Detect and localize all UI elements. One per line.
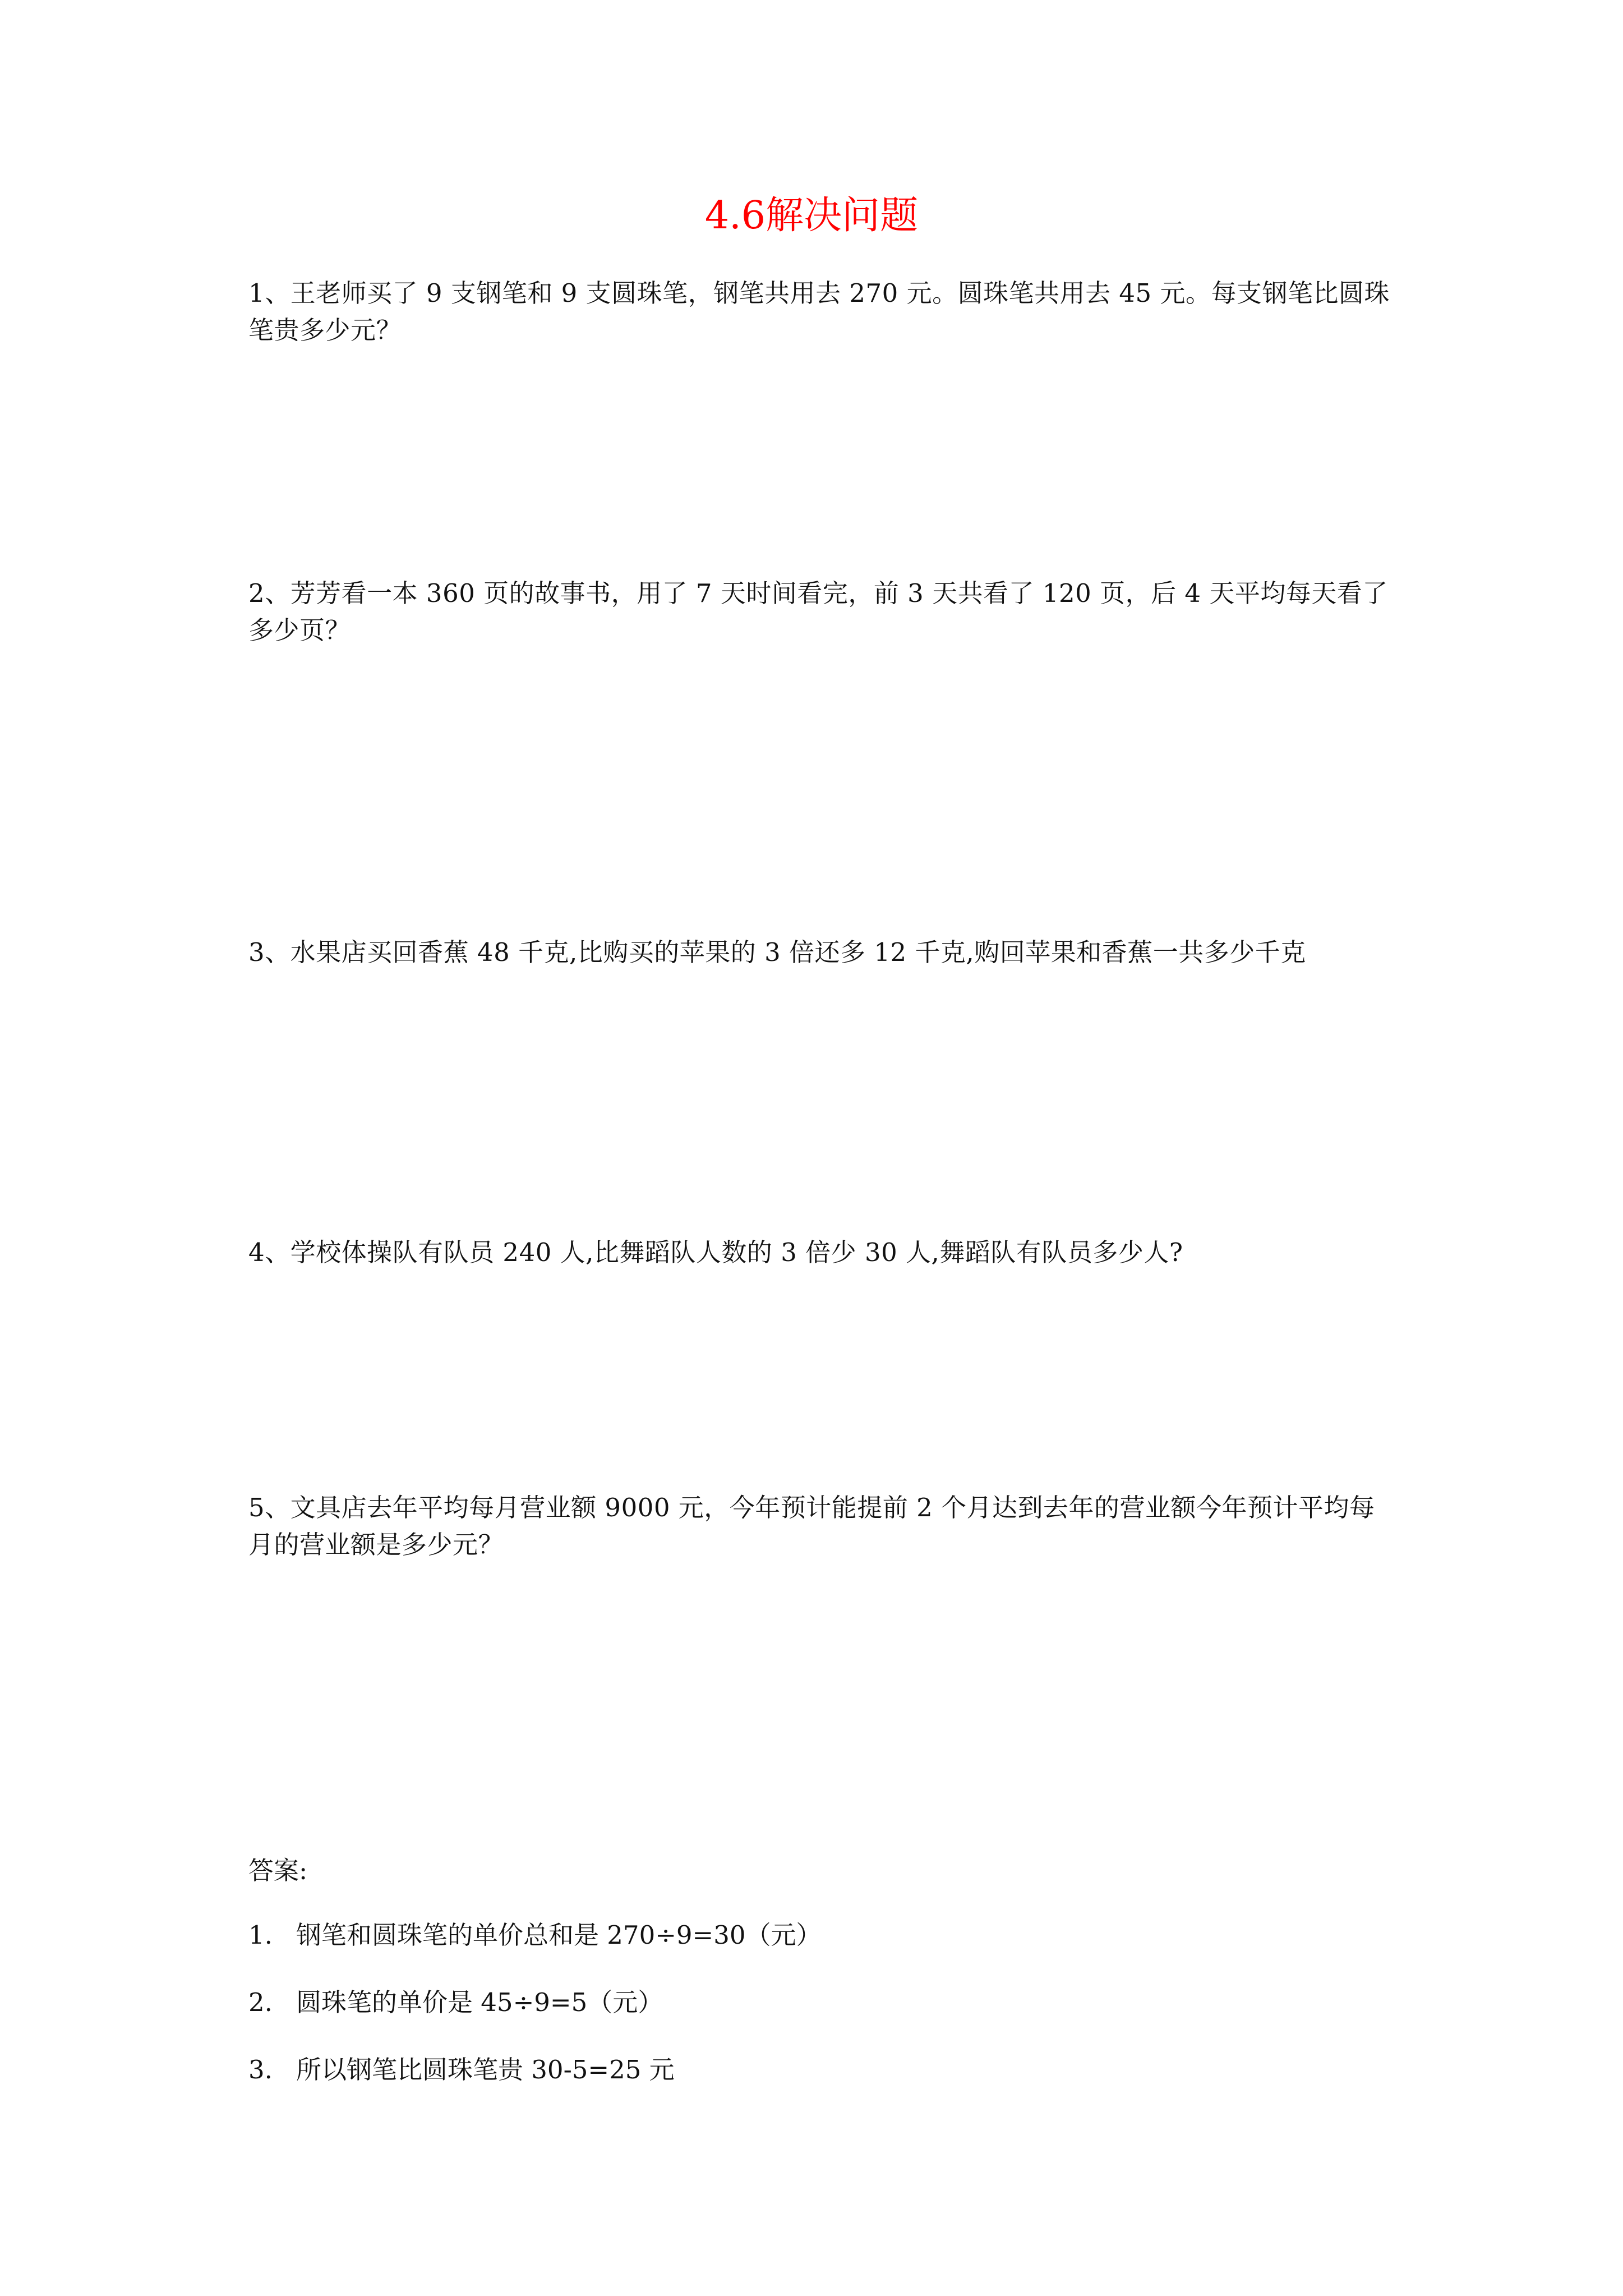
answer-line-1 — [248, 1918, 822, 1952]
answer-text: 圆珠笔的单价是 45÷9=5（元） — [296, 1987, 663, 2017]
question-1: 1、王老师买了 9 支钢笔和 9 支圆珠笔，钢笔共用去 270 元。圆珠笔共用去 45 元。每支钢笔比圆珠笔贵多少元？ — [248, 278, 1390, 345]
question-5: 5、文具店去年平均每月营业额 9000 元，今年预计能提前 2 个月达到去年的营业额今年预计平均每月的营业额是多少元？ — [248, 1493, 1375, 1559]
answer-line-2 — [248, 1986, 663, 2019]
answer-text: 钢笔和圆珠笔的单价总和是 270÷9=30（元） — [296, 1920, 822, 1950]
question-3: 3、水果店买回香蕉 48 千克,比购买的苹果的 3 倍还多 12 千克,购回苹果和香蕉一共多少千克 — [248, 937, 1306, 967]
answer-number: 2. — [248, 1987, 273, 2017]
answer-number: 1. — [248, 1920, 273, 1950]
answer-heading: 答案: — [248, 1856, 308, 1885]
question-2: 2、芳芳看一本 360 页的故事书，用了 7 天时间看完，前 3 天共看了 120 页，后 4 天平均每天看了多少页？ — [248, 578, 1388, 645]
question-4: 4、学校体操队有队员 240 人,比舞蹈队人数的 3 倍少 30 人,舞蹈队有队员多少人? — [248, 1237, 1183, 1267]
answer-number: 3. — [248, 2055, 273, 2085]
answer-line-3 — [248, 2053, 675, 2087]
page-title: 4.6解决问题 — [704, 194, 919, 238]
answer-text: 所以钢笔比圆珠笔贵 30-5=25 元 — [296, 2055, 675, 2085]
